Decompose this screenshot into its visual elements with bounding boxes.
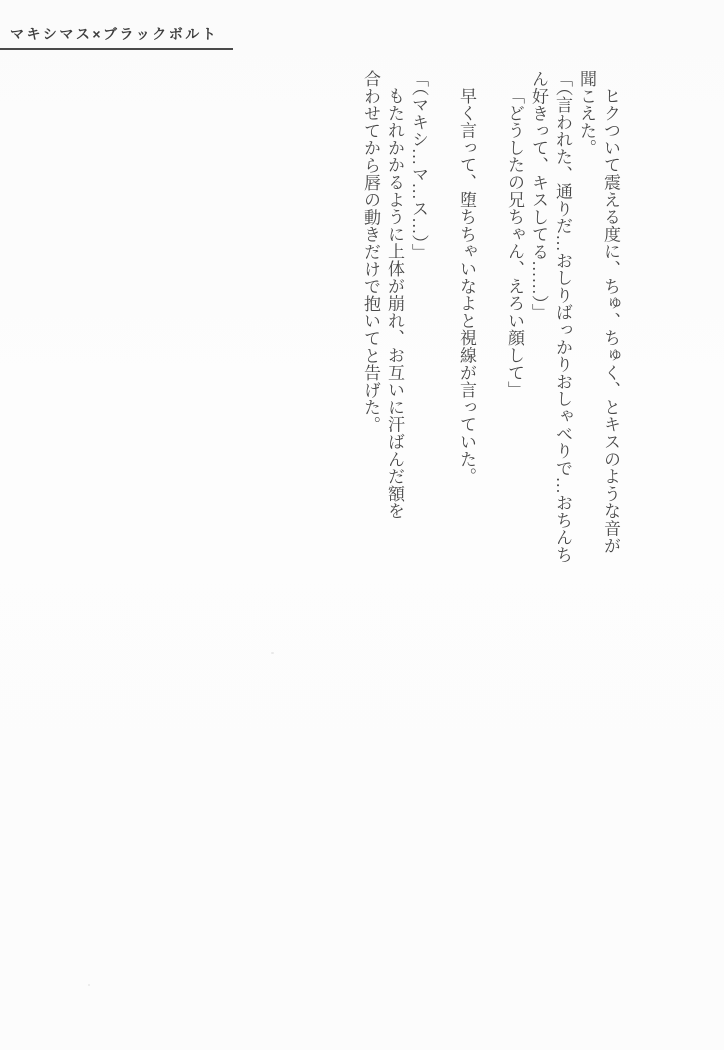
text-column-7: 「（マキシ…マ…ス…）」 [409, 70, 428, 261]
text-column-4: ん好きって、キスしてる……）」 [529, 70, 548, 321]
text-column-blank-2 [430, 70, 454, 585]
text-column-5: 「どうしたの兄ちゃん、えろい顔して」 [505, 87, 524, 399]
text-column-1: ヒクついて震える度に、ちゅ、ちゅく、とキスのような音が [601, 87, 620, 555]
text-column-2: 聞こえた。 [577, 70, 596, 157]
text-column-blank-1 [478, 70, 502, 585]
scan-speck [271, 652, 274, 654]
text-column-8: もたれかかるように上体が崩れ、お互いに汗ばんだ額を [385, 87, 404, 520]
vertical-text-block [358, 70, 622, 585]
text-column-9: 合わせてから唇の動きだけで抱いてと告げた。 [361, 70, 380, 434]
header-title: マキシマス×ブラックボルト [10, 26, 219, 42]
text-column-6: 早く言って、堕ちちゃいなよと視線が言っていた。 [457, 87, 476, 485]
page-header [0, 24, 233, 50]
text-column-3: 「（言われた、通りだ…おしりばっかりおしゃべりで…おちんち [553, 70, 572, 564]
scan-speck [88, 984, 90, 986]
